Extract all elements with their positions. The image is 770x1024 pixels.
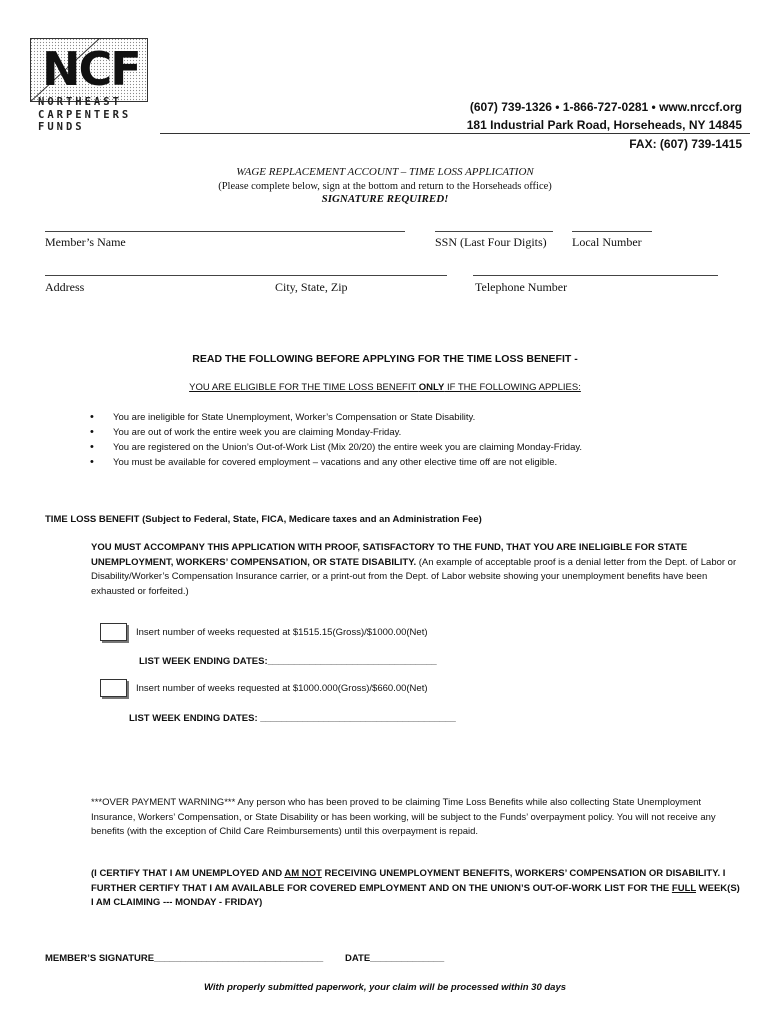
eligibility-sub-only: ONLY: [418, 382, 445, 393]
option-2-label: Insert number of weeks requested at $1000.000(Gross)/$660.00(Net): [136, 683, 428, 694]
overpayment-warning: ***OVER PAYMENT WARNING*** Any person who has been proved to be claiming Time Loss Benefits while also collecting State Unemployment Insurance, Workers’ Compensation, or State Disability or has been working, will be subject to the Funds’ overpayment policy. You will not receive any benefits (with the exception of Child Care Reimbursements) until this overpayment is repaid.: [91, 797, 716, 837]
eligibility-item: • You are registered on the Union’s Out-of-Work List (Mix 20/20) the entire week you are claiming Monday-Friday.: [90, 440, 740, 455]
eligibility-list: [90, 410, 740, 470]
form-title: WAGE REPLACEMENT ACCOUNT – TIME LOSS APPLICATION: [236, 166, 534, 178]
telephone-label: Telephone Number: [475, 280, 568, 294]
contact-address: 181 Industrial Park Road, Horseheads, NY 14845: [466, 118, 742, 132]
weeks-box-option-2[interactable]: [100, 679, 127, 697]
proof-requirement: [91, 541, 741, 599]
eligibility-item: • You are ineligible for State Unemployment, Worker’s Compensation or State Disability.: [90, 410, 740, 425]
telephone-line[interactable]: [473, 275, 718, 276]
proof-requirement-bold: YOU MUST ACCOMPANY THIS APPLICATION WITH PROOF, SATISFACTORY TO THE FUND, THAT YOU ARE INELIGIBLE FOR STATE UNEMPLOYMENT, WORKERS’ COMPENSATION, OR STATE DISABILITY.: [91, 542, 688, 568]
weeks-box-option-1[interactable]: [100, 623, 127, 641]
logo-line-carpenters: CARPENTERS: [38, 108, 132, 121]
members-name-label: Member’s Name: [45, 235, 126, 249]
members-name-line[interactable]: [45, 231, 405, 232]
members-signature-field[interactable]: MEMBER’S SIGNATURE________________________________: [45, 953, 324, 964]
week-ending-dates-2[interactable]: LIST WEEK ENDING DATES: _____________________________________: [129, 713, 456, 724]
eligibility-subheading: [0, 382, 770, 393]
ssn-line[interactable]: [435, 231, 553, 232]
contact-phones: (607) 739-1326 • 1-866-727-0281 • www.nrccf.org: [469, 100, 742, 114]
certify-mid: RECEIVING UNEMPLOYMENT BENEFITS, WORKERS’ COMPENSATION OR DISABILITY. I FURTHER CERTIFY THAT I AM AVAILABLE FOR COVERED EMPLOYMENT AND ON THE UNION’S OUT-OF-WORK LIST FOR THE: [91, 868, 726, 894]
eligibility-sub-post: IF THE FOLLOWING APPLIES:: [444, 382, 581, 393]
proof-requirement-detail: (An example of acceptable proof is a denial letter from the Dept. of Labor or Disability/Worker’s Compensation Insurance carrier, or a print-out from the Dept. of Labor website showing your unemployment benefits have been exhausted or forfeited.): [91, 556, 737, 597]
ncf-logo-name: [38, 96, 131, 134]
signature-required: SIGNATURE REQUIRED!: [321, 193, 449, 205]
certify-pre: (I CERTIFY THAT I AM UNEMPLOYED AND: [91, 868, 285, 879]
logo-line-northeast: NORTHEAST: [38, 96, 122, 108]
local-number-line[interactable]: [572, 231, 652, 232]
date-field[interactable]: DATE______________: [345, 953, 445, 964]
ncf-logo-mark: NCF: [42, 42, 140, 96]
certification-statement: [91, 867, 741, 911]
eligibility-item: • You must be available for covered employment – vacations and any other elective time off are not eligible.: [90, 455, 740, 470]
address-line[interactable]: [45, 275, 447, 276]
contact-fax: FAX: (607) 739-1415: [629, 137, 742, 151]
processing-note: With properly submitted paperwork, your claim will be processed within 30 days: [203, 982, 567, 993]
address-label: Address: [45, 280, 85, 294]
form-instructions: (Please complete below, sign at the bottom and return to the Horseheads office): [218, 181, 552, 192]
certify-am-not: AM NOT: [284, 868, 322, 879]
week-ending-dates-1[interactable]: LIST WEEK ENDING DATES:________________________________: [139, 656, 437, 667]
read-before-heading: READ THE FOLLOWING BEFORE APPLYING FOR THE TIME LOSS BENEFIT -: [192, 353, 578, 365]
certify-full: FULL: [671, 882, 697, 894]
local-number-label: Local Number: [572, 235, 642, 249]
ssn-label: SSN (Last Four Digits): [435, 235, 547, 249]
header-rule: [160, 133, 750, 134]
time-loss-benefit-heading: TIME LOSS BENEFIT (Subject to Federal, State, FICA, Medicare taxes and an Administration Fee): [45, 514, 482, 525]
option-1-label: Insert number of weeks requested at $1515.15(Gross)/$1000.00(Net): [136, 627, 428, 638]
city-state-zip-label: City, State, Zip: [275, 280, 348, 294]
certify-post: WEEK(S) I AM CLAIMING --- MONDAY - FRIDAY): [91, 882, 740, 908]
eligibility-sub-pre: YOU ARE ELIGIBLE FOR THE TIME LOSS BENEFIT: [189, 382, 419, 393]
eligibility-item: • You are out of work the entire week you are claiming Monday-Friday.: [90, 425, 740, 440]
logo-line-funds: FUNDS: [38, 121, 85, 133]
